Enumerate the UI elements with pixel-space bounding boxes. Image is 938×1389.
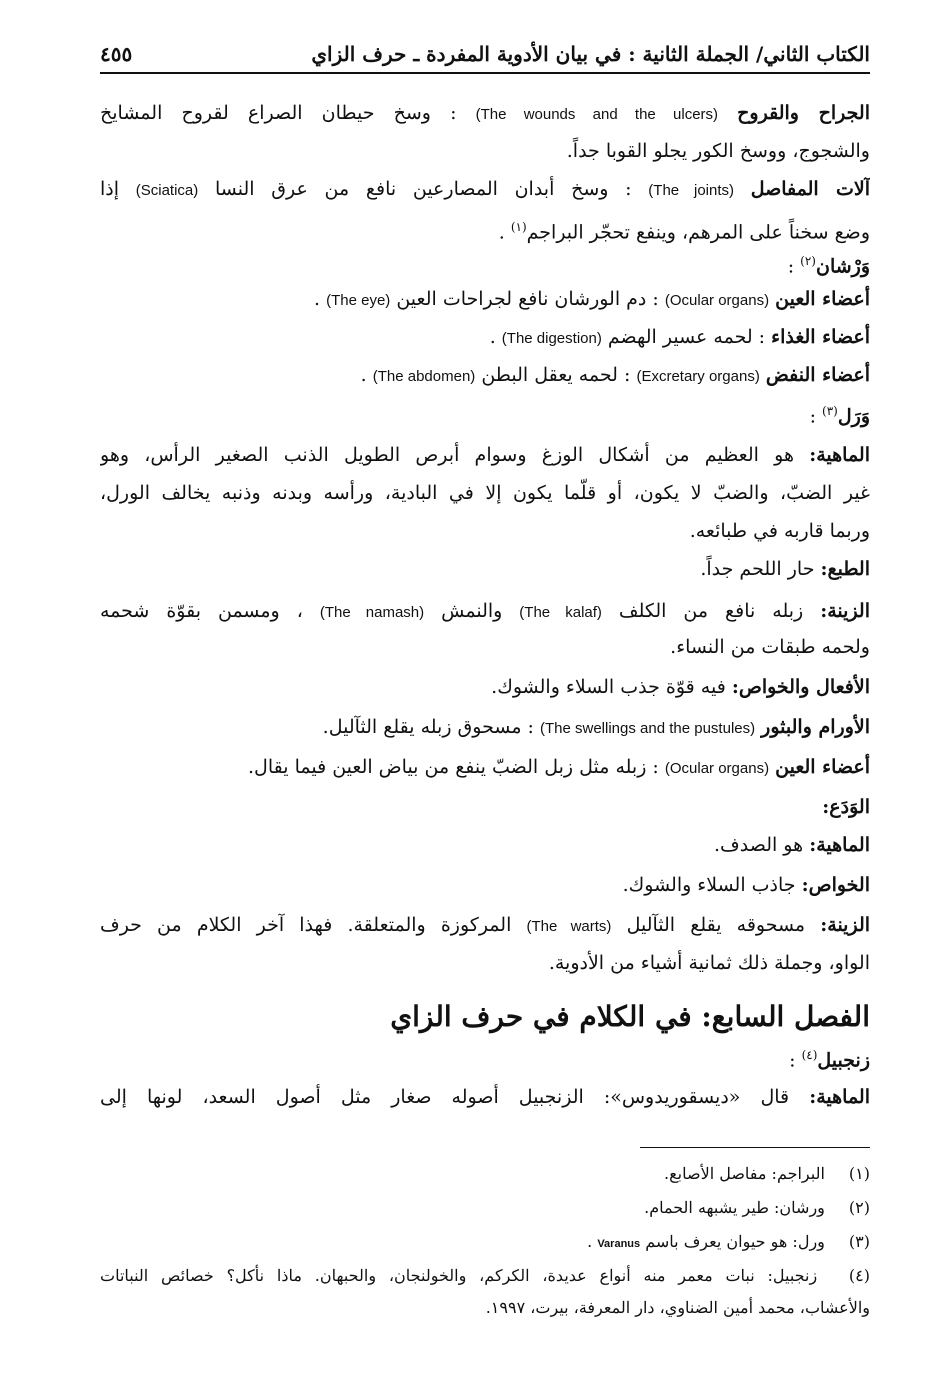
english-gloss: (The eye) [326,292,391,309]
entry-text: هو العظيم من أشكال الوزغ وسوام أبرص الطويل الذنب الصغير الرأس، وهو [100,444,794,466]
entry-term: الزينة: [820,600,870,622]
footnote-ref: (١) [510,220,527,234]
footnote [100,1158,870,1190]
english-gloss: (The kalaf) [519,604,602,621]
entry-term: وَرَل [837,405,870,428]
body-line [100,94,870,132]
entry-headword [100,1036,870,1074]
entry-text: : [787,255,795,278]
entry-text: . [360,364,367,386]
footnote-ref: (٢) [800,254,816,268]
english-gloss: (Ocular organs) [664,760,770,777]
entry-text: . [489,326,496,348]
footnote [100,1260,870,1292]
entry-text: مسحوقه يقلع الثآليل [626,914,806,936]
english-gloss: (The namash) [319,604,425,621]
entry-text: : مسحوق زبله يقلع الثآليل. [322,716,534,738]
footnote-text: زنجبيل: نبات معمر منه أنواع عديدة، الكركم، والخولنجان، والحبهان. ماذا نأكل؟ خصائص النباتات [100,1266,818,1285]
entry-text: وضع سخناً على المرهم، وينفع تحجّر البراجم [526,221,870,244]
footnote-text: . [587,1232,593,1251]
entry-term: أعضاء العين [775,756,870,778]
entry-text: إذا [100,178,120,200]
body-line [100,208,870,246]
entry-text: والنمش [441,600,503,622]
entry-term: وَرْشان [815,255,870,278]
entry-text: . [498,221,505,244]
entry-text: والشجوج، ووسخ الكور يجلو القوبا جداً. [566,140,870,162]
entry-text: الواو، وجملة ذلك ثمانية أشياء من الأدوية. [548,952,870,974]
body-line [100,280,870,318]
footnote-text: ورشان: طير يشبهه الحمام. [644,1198,825,1217]
footnote-number: (٤) [848,1266,870,1285]
entry-text: فيه قوّة جذب السلاء والشوك. [491,676,726,698]
footnote [100,1226,870,1258]
entry-term: الجراح والقروح [737,102,870,124]
body-line [100,866,870,904]
body-line [100,1078,870,1116]
body-line [100,748,870,786]
header-rule [100,72,870,74]
entry-text: . [314,288,321,310]
entry-text: حار اللحم جداً. [700,558,815,580]
footnote [100,1292,870,1324]
english-gloss: (Sciatica) [135,182,199,199]
body-line [100,668,870,706]
book-page [100,0,870,1389]
body-line [100,550,870,588]
body-line [100,592,870,630]
entry-text: : دم الورشان نافع لجراحات العين [396,288,659,310]
body-line [100,708,870,746]
latin-name: Varanus [597,1238,641,1250]
footnote-text: ورل: هو حيوان يعرف باسم [645,1232,825,1251]
entry-headword [100,392,870,430]
footnote-ref: (٣) [822,404,838,418]
entry-text: هو الصدف. [714,834,804,856]
entry-term: أعضاء الغذاء [771,326,870,348]
footnote-number: (٢) [848,1198,870,1217]
entry-term: زنجبيل [817,1049,870,1072]
english-gloss: (The swellings and the pustules) [540,720,756,737]
footnote-text: والأعشاب، محمد أمين الضناوي، دار المعرفة، بيرت، ١٩٩٧. [485,1298,870,1317]
entry-text: : لحمه يعقل البطن [481,364,631,386]
entry-text: وربما قاربه في طبائعه. [689,520,870,542]
running-header [100,30,870,66]
entry-text: : [809,405,816,428]
entry-headword [100,788,870,826]
body-line [100,826,870,864]
footnote-ref: (٤) [801,1048,818,1062]
body-line [100,474,870,512]
english-gloss: (The wounds and the ulcers) [475,106,719,123]
entry-text: زبله نافع من الكلف [618,600,804,622]
entry-text: قال «ديسقوريدوس»: الزنجبيل أصوله صغار مثل أصول السعد، لونها إلى [100,1086,790,1108]
entry-term: أعضاء النفض [765,364,870,386]
footnote [100,1192,870,1224]
footnote-rule [640,1147,870,1148]
footnote-number: (٣) [848,1232,870,1251]
entry-term: الماهية: [809,1086,870,1108]
english-gloss: (Excretary organs) [636,368,760,385]
entry-term: الوَدَع: [822,796,870,818]
body-line [100,132,870,170]
english-gloss: (Ocular organs) [664,292,770,309]
entry-term: الأفعال والخواص: [731,676,870,698]
chapter-heading: الفصل السابع: في الكلام في حرف الزاي [390,1000,870,1033]
entry-term: الخواص: [801,874,870,896]
entry-term: الأورام والبثور [761,716,870,738]
body-line [100,436,870,474]
entry-text: : زبله مثل زبل الضبّ ينفع من بياض العين فيما يقال. [248,756,659,778]
entry-term: الطبع: [820,558,870,580]
entry-text: غير الضبّ، والضبّ لا يكون، أو قلّما يكون إلا في البادية، ورأسه وبدنه وذنبه يخالف الورل، [100,482,870,504]
entry-text: جاذب السلاء والشوك. [622,874,796,896]
entry-term: الماهية: [809,834,870,856]
body-line [100,356,870,394]
body-line [100,170,870,208]
entry-headword [100,242,870,280]
english-gloss: (The joints) [648,182,734,199]
english-gloss: (The abdomen) [372,368,476,385]
footnote-number: (١) [848,1164,870,1183]
body-line [100,512,870,550]
entry-term: الزينة: [820,914,870,936]
entry-text: : لحمه عسير الهضم [607,326,766,348]
entry-text: : [789,1049,796,1072]
entry-text: ولحمه طبقات من النساء. [670,636,870,658]
entry-term: أعضاء العين [775,288,870,310]
body-line [100,944,870,982]
body-line [100,906,870,944]
entry-term: الماهية: [809,444,870,466]
page-number: ٤٥٥ [100,42,133,66]
english-gloss: (The digestion) [501,330,602,347]
body-line [100,318,870,356]
footnote-text: البراجم: مفاصل الأصابع. [664,1164,825,1183]
running-title: الكتاب الثاني/ الجملة الثانية : في بيان الأدوية المفردة ـ حرف الزاي [311,42,870,66]
entry-term: آلات المفاصل [750,178,870,200]
entry-text: : وسخ حيطان الصراع لقروح المشايخ [100,102,457,124]
entry-text: ، ومسمن بقوّة شحمه [100,600,303,622]
body-line [100,628,870,666]
entry-text: : وسخ أبدان المصارعين نافع من عرق النسا [214,178,632,200]
entry-text: المركوزة والمتعلقة. فهذا آخر الكلام من حرف [100,914,512,936]
english-gloss: (The warts) [526,918,612,935]
